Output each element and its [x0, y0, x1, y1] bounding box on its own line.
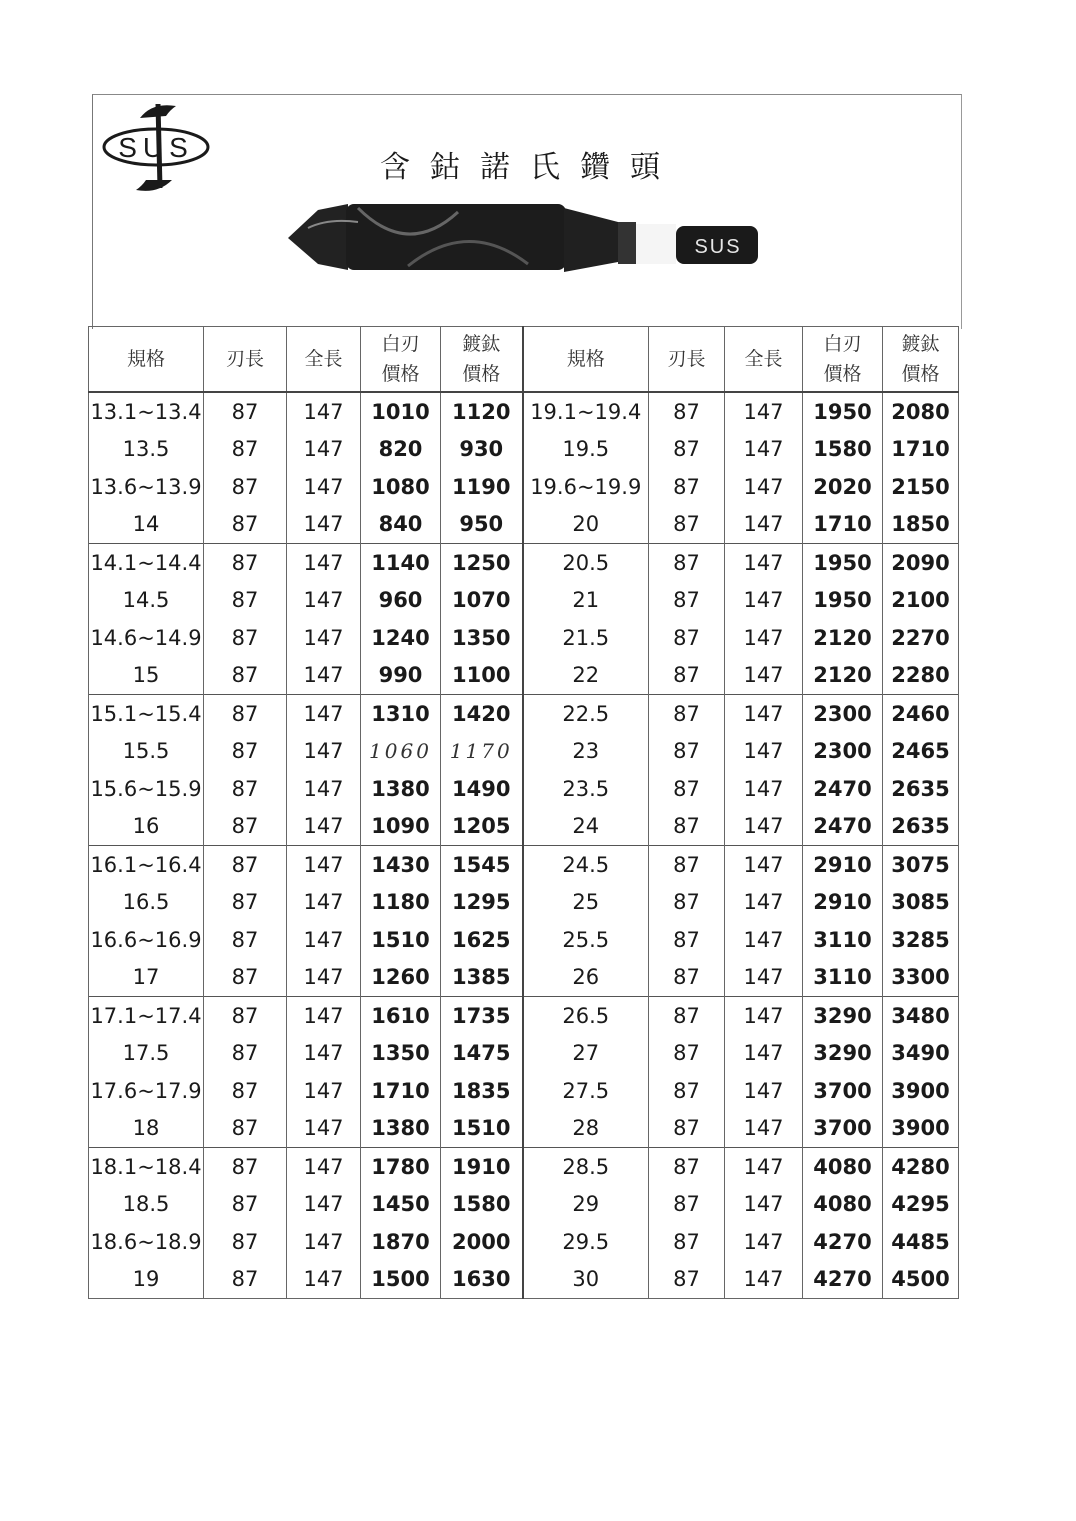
spec-cell: 18.6~18.9 — [89, 1223, 204, 1261]
tin-price-cell: 1710 — [883, 431, 959, 469]
flute-length-cell: 87 — [204, 582, 287, 620]
overall-length-cell: 147 — [287, 1148, 361, 1186]
spec-cell: 19.5 — [523, 431, 649, 469]
tin-price-cell: 1420 — [441, 695, 523, 733]
col-tin-price: 鍍鈦 價格 — [441, 327, 523, 393]
tin-price-cell: 3085 — [883, 884, 959, 922]
flute-length-cell: 87 — [204, 1072, 287, 1110]
spec-cell: 25.5 — [523, 921, 649, 959]
spec-cell: 15 — [89, 657, 204, 695]
plain-price-cell: 1950 — [803, 544, 883, 582]
plain-price-cell: 1380 — [361, 770, 441, 808]
plain-price-cell: 1500 — [361, 1261, 441, 1299]
flute-length-cell: 87 — [204, 846, 287, 884]
spec-cell: 24.5 — [523, 846, 649, 884]
overall-length-cell: 147 — [287, 884, 361, 922]
flute-length-cell: 87 — [649, 846, 725, 884]
flute-length-cell: 87 — [204, 1261, 287, 1299]
plain-price-cell: 4080 — [803, 1148, 883, 1186]
spec-cell: 16 — [89, 808, 204, 846]
flute-length-cell: 87 — [649, 1148, 725, 1186]
spec-cell: 13.5 — [89, 431, 204, 469]
tin-price-cell: 1190 — [441, 468, 523, 506]
flute-length-cell: 87 — [204, 1148, 287, 1186]
spec-cell: 15.6~15.9 — [89, 770, 204, 808]
tin-price-cell: 3075 — [883, 846, 959, 884]
spec-cell: 17.1~17.4 — [89, 997, 204, 1035]
plain-price-cell: 990 — [361, 657, 441, 695]
tin-price-cell: 1295 — [441, 884, 523, 922]
flute-length-cell: 87 — [649, 544, 725, 582]
col-flute-length: 刃長 — [649, 327, 725, 393]
overall-length-cell: 147 — [725, 997, 803, 1035]
plain-price-cell: 1260 — [361, 959, 441, 997]
plain-price-cell: 1610 — [361, 997, 441, 1035]
spec-cell: 19.6~19.9 — [523, 468, 649, 506]
overall-length-cell: 147 — [287, 1261, 361, 1299]
plain-price-cell: 1950 — [803, 582, 883, 620]
overall-length-cell: 147 — [287, 997, 361, 1035]
flute-length-cell: 87 — [649, 1261, 725, 1299]
plain-price-cell: 1450 — [361, 1186, 441, 1224]
table-row — [89, 884, 959, 922]
spec-cell: 17.5 — [89, 1035, 204, 1073]
flute-length-cell: 87 — [649, 1186, 725, 1224]
overall-length-cell: 147 — [725, 846, 803, 884]
spec-cell: 27.5 — [523, 1072, 649, 1110]
tin-price-cell: 1545 — [441, 846, 523, 884]
table-row — [89, 1035, 959, 1073]
overall-length-cell: 147 — [287, 733, 361, 771]
plain-price-cell: 2470 — [803, 808, 883, 846]
tin-price-cell: 1735 — [441, 997, 523, 1035]
overall-length-cell: 147 — [287, 1072, 361, 1110]
overall-length-cell: 147 — [287, 619, 361, 657]
col-overall-length: 全長 — [725, 327, 803, 393]
spec-cell: 24 — [523, 808, 649, 846]
spec-cell: 14.1~14.4 — [89, 544, 204, 582]
spec-cell: 18.1~18.4 — [89, 1148, 204, 1186]
plain-price-cell: 1350 — [361, 1035, 441, 1073]
flute-length-cell: 87 — [204, 657, 287, 695]
spec-cell: 16.5 — [89, 884, 204, 922]
table-row — [89, 846, 959, 884]
flute-length-cell: 87 — [649, 959, 725, 997]
overall-length-cell: 147 — [725, 770, 803, 808]
plain-price-cell: 2120 — [803, 619, 883, 657]
overall-length-cell: 147 — [725, 1186, 803, 1224]
overall-length-cell: 147 — [287, 392, 361, 431]
plain-price-cell: 1710 — [361, 1072, 441, 1110]
tin-price-cell: 2080 — [883, 392, 959, 431]
flute-length-cell: 87 — [204, 1186, 287, 1224]
spec-cell: 22.5 — [523, 695, 649, 733]
svg-text:SUS: SUS — [118, 132, 194, 163]
plain-price-cell: 1180 — [361, 884, 441, 922]
spec-cell: 13.6~13.9 — [89, 468, 204, 506]
table-row — [89, 544, 959, 582]
spec-cell: 18.5 — [89, 1186, 204, 1224]
plain-price-cell: 3290 — [803, 997, 883, 1035]
tin-price-cell: 2465 — [883, 733, 959, 771]
flute-length-cell: 87 — [649, 1035, 725, 1073]
plain-price-cell: 2300 — [803, 733, 883, 771]
table-row — [89, 1148, 959, 1186]
tin-price-cell: 3490 — [883, 1035, 959, 1073]
spec-cell: 17.6~17.9 — [89, 1072, 204, 1110]
page-title: 含鈷諾氏鑽頭 — [380, 150, 680, 185]
spec-cell: 21 — [523, 582, 649, 620]
tin-price-cell: 4500 — [883, 1261, 959, 1299]
flute-length-cell: 87 — [204, 997, 287, 1035]
flute-length-cell: 87 — [204, 431, 287, 469]
plain-price-cell: 1090 — [361, 808, 441, 846]
col-overall-length: 全長 — [287, 327, 361, 393]
tin-price-cell: 1170 — [441, 733, 523, 771]
spec-cell: 28 — [523, 1110, 649, 1148]
plain-price-cell: 840 — [361, 506, 441, 544]
flute-length-cell: 87 — [204, 770, 287, 808]
overall-length-cell: 147 — [725, 468, 803, 506]
plain-price-cell: 1080 — [361, 468, 441, 506]
spec-cell: 14.6~14.9 — [89, 619, 204, 657]
flute-length-cell: 87 — [204, 392, 287, 431]
flute-length-cell: 87 — [204, 468, 287, 506]
overall-length-cell: 147 — [725, 808, 803, 846]
spec-cell: 14.5 — [89, 582, 204, 620]
flute-length-cell: 87 — [204, 695, 287, 733]
flute-length-cell: 87 — [204, 1223, 287, 1261]
overall-length-cell: 147 — [725, 884, 803, 922]
tin-price-cell: 2635 — [883, 770, 959, 808]
table-row — [89, 1261, 959, 1299]
price-table — [88, 326, 959, 1299]
flute-length-cell: 87 — [204, 921, 287, 959]
overall-length-cell: 147 — [725, 1110, 803, 1148]
overall-length-cell: 147 — [287, 431, 361, 469]
table-row — [89, 733, 959, 771]
overall-length-cell: 147 — [725, 1148, 803, 1186]
overall-length-cell: 147 — [725, 657, 803, 695]
spec-cell: 29.5 — [523, 1223, 649, 1261]
overall-length-cell: 147 — [725, 1261, 803, 1299]
plain-price-cell: 3700 — [803, 1072, 883, 1110]
table-row — [89, 657, 959, 695]
plain-price-cell: 820 — [361, 431, 441, 469]
plain-price-cell: 960 — [361, 582, 441, 620]
flute-length-cell: 87 — [649, 1110, 725, 1148]
spec-cell: 28.5 — [523, 1148, 649, 1186]
tin-price-cell: 1910 — [441, 1148, 523, 1186]
flute-length-cell: 87 — [204, 619, 287, 657]
plain-price-cell: 1780 — [361, 1148, 441, 1186]
overall-length-cell: 147 — [287, 1223, 361, 1261]
overall-length-cell: 147 — [287, 846, 361, 884]
tin-price-cell: 2000 — [441, 1223, 523, 1261]
plain-price-cell: 1380 — [361, 1110, 441, 1148]
plain-price-cell: 2300 — [803, 695, 883, 733]
plain-price-cell: 4270 — [803, 1223, 883, 1261]
spec-cell: 20 — [523, 506, 649, 544]
table-row — [89, 808, 959, 846]
tin-price-cell: 1385 — [441, 959, 523, 997]
overall-length-cell: 147 — [725, 1072, 803, 1110]
table-row — [89, 770, 959, 808]
table-row — [89, 506, 959, 544]
table-row — [89, 997, 959, 1035]
flute-length-cell: 87 — [649, 1223, 725, 1261]
overall-length-cell: 147 — [725, 921, 803, 959]
table-row — [89, 959, 959, 997]
tin-price-cell: 3900 — [883, 1110, 959, 1148]
flute-length-cell: 87 — [649, 431, 725, 469]
flute-length-cell: 87 — [649, 1072, 725, 1110]
overall-length-cell: 147 — [287, 657, 361, 695]
overall-length-cell: 147 — [287, 1110, 361, 1148]
plain-price-cell: 3290 — [803, 1035, 883, 1073]
overall-length-cell: 147 — [287, 582, 361, 620]
flute-length-cell: 87 — [649, 468, 725, 506]
spec-cell: 30 — [523, 1261, 649, 1299]
plain-price-cell: 2910 — [803, 846, 883, 884]
tin-price-cell: 3480 — [883, 997, 959, 1035]
drill-shank-label: SUS — [694, 236, 742, 258]
tin-price-cell: 930 — [441, 431, 523, 469]
tin-price-cell: 1350 — [441, 619, 523, 657]
flute-length-cell: 87 — [204, 884, 287, 922]
table-row — [89, 1223, 959, 1261]
tin-price-cell: 1850 — [883, 506, 959, 544]
col-spec: 規格 — [523, 327, 649, 393]
plain-price-cell: 1310 — [361, 695, 441, 733]
overall-length-cell: 147 — [287, 921, 361, 959]
flute-length-cell: 87 — [649, 808, 725, 846]
spec-cell: 27 — [523, 1035, 649, 1073]
sus-logo — [100, 100, 212, 196]
tin-price-cell: 4485 — [883, 1223, 959, 1261]
header-row — [89, 327, 959, 393]
flute-length-cell: 87 — [649, 921, 725, 959]
plain-price-cell: 3700 — [803, 1110, 883, 1148]
flute-length-cell: 87 — [649, 392, 725, 431]
plain-price-cell: 3110 — [803, 921, 883, 959]
table-row — [89, 921, 959, 959]
tin-price-cell: 1490 — [441, 770, 523, 808]
plain-price-cell: 1140 — [361, 544, 441, 582]
spec-cell: 25 — [523, 884, 649, 922]
flute-length-cell: 87 — [204, 808, 287, 846]
flute-length-cell: 87 — [649, 997, 725, 1035]
tin-price-cell: 2100 — [883, 582, 959, 620]
overall-length-cell: 147 — [725, 959, 803, 997]
overall-length-cell: 147 — [725, 506, 803, 544]
tin-price-cell: 2150 — [883, 468, 959, 506]
tin-price-cell: 3285 — [883, 921, 959, 959]
overall-length-cell: 147 — [725, 733, 803, 771]
overall-length-cell: 147 — [287, 506, 361, 544]
tin-price-cell: 950 — [441, 506, 523, 544]
flute-length-cell: 87 — [649, 582, 725, 620]
plain-price-cell: 3110 — [803, 959, 883, 997]
tin-price-cell: 1100 — [441, 657, 523, 695]
overall-length-cell: 147 — [725, 544, 803, 582]
overall-length-cell: 147 — [287, 544, 361, 582]
spec-cell: 13.1~13.4 — [89, 392, 204, 431]
plain-price-cell: 2910 — [803, 884, 883, 922]
table-row — [89, 468, 959, 506]
table-row — [89, 619, 959, 657]
overall-length-cell: 147 — [287, 695, 361, 733]
spec-cell: 20.5 — [523, 544, 649, 582]
tin-price-cell: 4295 — [883, 1186, 959, 1224]
flute-length-cell: 87 — [649, 733, 725, 771]
table-row — [89, 1110, 959, 1148]
drill-image — [288, 198, 762, 284]
plain-price-cell: 1060 — [361, 733, 441, 771]
spec-cell: 19.1~19.4 — [523, 392, 649, 431]
flute-length-cell: 87 — [649, 657, 725, 695]
col-tin-price: 鍍鈦 價格 — [883, 327, 959, 393]
overall-length-cell: 147 — [725, 1223, 803, 1261]
overall-length-cell: 147 — [725, 1035, 803, 1073]
tin-price-cell: 2460 — [883, 695, 959, 733]
tin-price-cell: 2270 — [883, 619, 959, 657]
tin-price-cell: 1630 — [441, 1261, 523, 1299]
flute-length-cell: 87 — [204, 959, 287, 997]
spec-cell: 23.5 — [523, 770, 649, 808]
table-row — [89, 695, 959, 733]
spec-cell: 23 — [523, 733, 649, 771]
plain-price-cell: 1010 — [361, 392, 441, 431]
col-flute-length: 刃長 — [204, 327, 287, 393]
tin-price-cell: 1070 — [441, 582, 523, 620]
tin-price-cell: 1510 — [441, 1110, 523, 1148]
col-spec: 規格 — [89, 327, 204, 393]
spec-cell: 17 — [89, 959, 204, 997]
spec-cell: 16.6~16.9 — [89, 921, 204, 959]
spec-cell: 15.1~15.4 — [89, 695, 204, 733]
plain-price-cell: 1710 — [803, 506, 883, 544]
tin-price-cell: 3900 — [883, 1072, 959, 1110]
plain-price-cell: 1580 — [803, 431, 883, 469]
flute-length-cell: 87 — [649, 619, 725, 657]
plain-price-cell: 1950 — [803, 392, 883, 431]
spec-cell: 22 — [523, 657, 649, 695]
plain-price-cell: 1510 — [361, 921, 441, 959]
flute-length-cell: 87 — [204, 1110, 287, 1148]
plain-price-cell: 2470 — [803, 770, 883, 808]
tin-price-cell: 1205 — [441, 808, 523, 846]
table-row — [89, 1186, 959, 1224]
flute-length-cell: 87 — [649, 770, 725, 808]
tin-price-cell: 4280 — [883, 1148, 959, 1186]
flute-length-cell: 87 — [649, 884, 725, 922]
table-row — [89, 431, 959, 469]
plain-price-cell: 4270 — [803, 1261, 883, 1299]
overall-length-cell: 147 — [725, 431, 803, 469]
overall-length-cell: 147 — [287, 808, 361, 846]
tin-price-cell: 1250 — [441, 544, 523, 582]
overall-length-cell: 147 — [287, 959, 361, 997]
plain-price-cell: 4080 — [803, 1186, 883, 1224]
tin-price-cell: 1475 — [441, 1035, 523, 1073]
overall-length-cell: 147 — [725, 392, 803, 431]
spec-cell: 18 — [89, 1110, 204, 1148]
overall-length-cell: 147 — [725, 695, 803, 733]
spec-cell: 16.1~16.4 — [89, 846, 204, 884]
flute-length-cell: 87 — [204, 506, 287, 544]
tin-price-cell: 3300 — [883, 959, 959, 997]
overall-length-cell: 147 — [287, 1035, 361, 1073]
overall-length-cell: 147 — [725, 582, 803, 620]
flute-length-cell: 87 — [204, 733, 287, 771]
flute-length-cell: 87 — [204, 544, 287, 582]
table-row — [89, 582, 959, 620]
spec-cell: 21.5 — [523, 619, 649, 657]
col-plain-price: 白刃 價格 — [803, 327, 883, 393]
overall-length-cell: 147 — [287, 1186, 361, 1224]
tin-price-cell: 2280 — [883, 657, 959, 695]
plain-price-cell: 2020 — [803, 468, 883, 506]
tin-price-cell: 2090 — [883, 544, 959, 582]
tin-price-cell: 1835 — [441, 1072, 523, 1110]
plain-price-cell: 1870 — [361, 1223, 441, 1261]
overall-length-cell: 147 — [725, 619, 803, 657]
flute-length-cell: 87 — [649, 695, 725, 733]
overall-length-cell: 147 — [287, 468, 361, 506]
spec-cell: 19 — [89, 1261, 204, 1299]
spec-cell: 14 — [89, 506, 204, 544]
flute-length-cell: 87 — [649, 506, 725, 544]
table-row — [89, 392, 959, 431]
spec-cell: 29 — [523, 1186, 649, 1224]
table-row — [89, 1072, 959, 1110]
plain-price-cell: 1240 — [361, 619, 441, 657]
spec-cell: 26 — [523, 959, 649, 997]
tin-price-cell: 1580 — [441, 1186, 523, 1224]
overall-length-cell: 147 — [287, 770, 361, 808]
tin-price-cell: 1625 — [441, 921, 523, 959]
plain-price-cell: 1430 — [361, 846, 441, 884]
tin-price-cell: 2635 — [883, 808, 959, 846]
tin-price-cell: 1120 — [441, 392, 523, 431]
plain-price-cell: 2120 — [803, 657, 883, 695]
spec-cell: 15.5 — [89, 733, 204, 771]
flute-length-cell: 87 — [204, 1035, 287, 1073]
spec-cell: 26.5 — [523, 997, 649, 1035]
col-plain-price: 白刃 價格 — [361, 327, 441, 393]
